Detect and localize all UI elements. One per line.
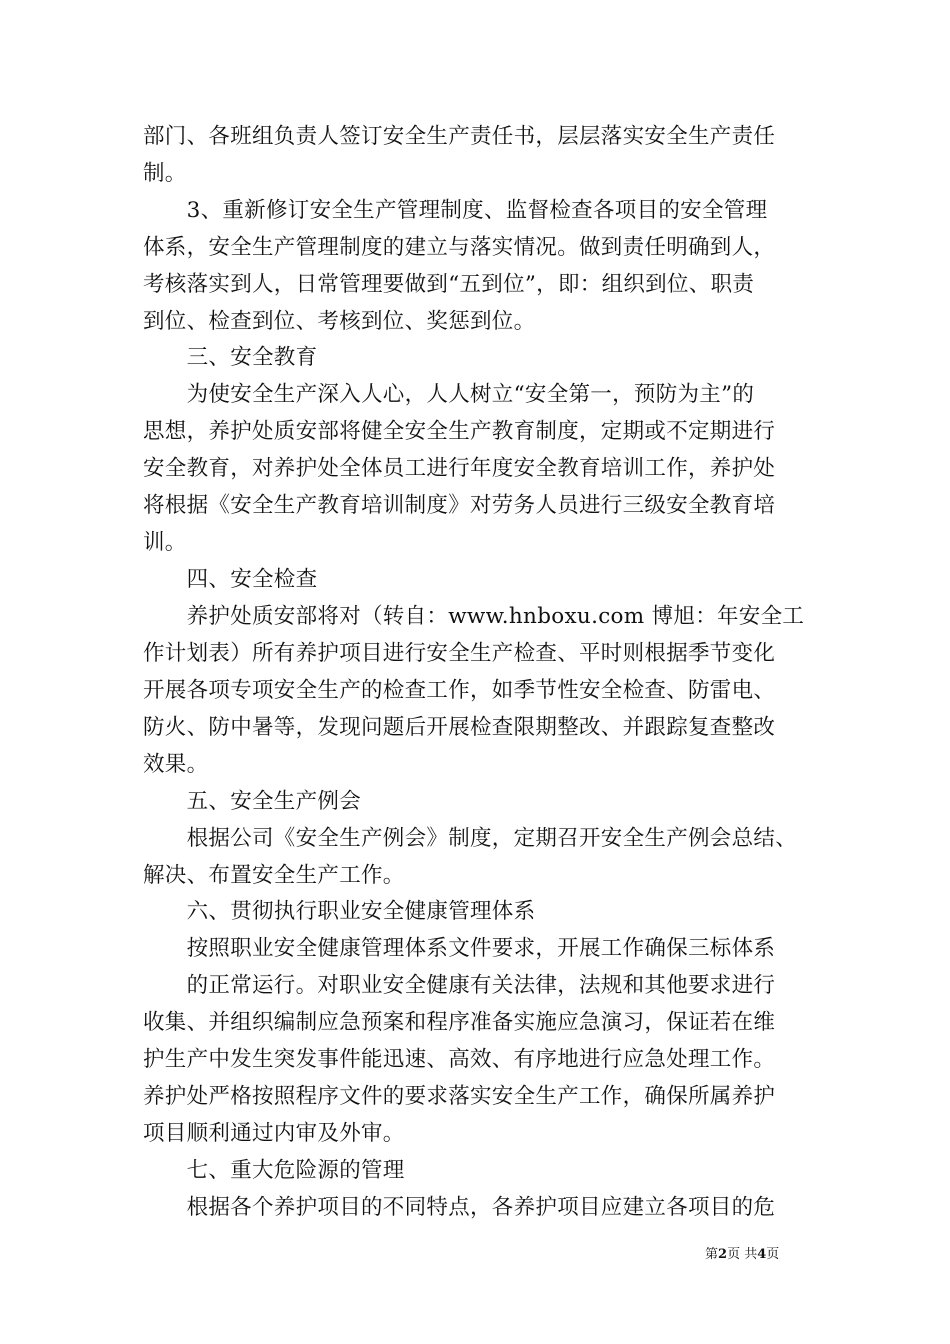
- text-line: 为使安全生产深入人心，人人树立“安全第一，预防为主”的: [143, 382, 755, 407]
- text-line: 项目顺利通过内审及外审。: [143, 1121, 405, 1146]
- section-heading: 六、贯彻执行职业安全健康管理体系: [143, 899, 536, 924]
- text-line: 到位、检查到位、考核到位、奖惩到位。: [143, 309, 536, 334]
- text-line: 思想，养护处质安部将健全安全生产教育制度，定期或不定期进行: [143, 419, 776, 444]
- text-line: 将根据《安全生产教育培训制度》对劳务人员进行三级安全教育培: [143, 493, 776, 518]
- footer-suffix: 页: [766, 1247, 780, 1262]
- section-heading: 三、安全教育: [143, 345, 318, 370]
- text-line: 护生产中发生突发事件能迅速、高效、有序地进行应急处理工作。: [143, 1047, 776, 1072]
- text-line: 防火、防中暑等，发现问题后开展检查限期整改、并跟踪复查整改: [143, 715, 776, 740]
- text-line: 按照职业安全健康管理体系文件要求，开展工作确保三标体系: [143, 936, 776, 961]
- section-heading: 四、安全检查: [143, 567, 318, 592]
- text-line: 收集、并组织编制应急预案和程序准备实施应急演习，保证若在维: [143, 1010, 776, 1035]
- footer-prefix: 第: [705, 1247, 719, 1262]
- text-line: 根据公司《安全生产例会》制度，定期召开安全生产例会总结、: [143, 826, 798, 851]
- text-line: 体系，安全生产管理制度的建立与落实情况。做到责任明确到人，: [143, 235, 776, 260]
- text-line: 的正常运行。对职业安全健康有关法律，法规和其他要求进行: [143, 973, 776, 998]
- section-heading: 五、安全生产例会: [143, 789, 362, 814]
- text-line: 解决、布置安全生产工作。: [143, 863, 405, 888]
- text-line: 训。: [143, 530, 187, 555]
- footer-middle: 页 共: [727, 1247, 758, 1262]
- page-footer: [705, 1247, 779, 1263]
- text-line: 3、重新修订安全生产管理制度、监督检查各项目的安全管理: [143, 198, 768, 223]
- text-line: 作计划表）所有养护项目进行安全生产检查、平时则根据季节变化: [143, 641, 776, 666]
- text-line: 养护处严格按照程序文件的要求落实安全生产工作，确保所属养护: [143, 1084, 776, 1109]
- text-line: 开展各项专项安全生产的检查工作，如季节性安全检查、防雷电、: [143, 678, 776, 703]
- text-line: 效果。: [143, 752, 209, 777]
- text-line: 养护处质安部将对（转自：www.hnboxu.com 博旭：年安全工: [143, 604, 805, 629]
- footer-page-number: 2: [718, 1247, 728, 1262]
- text-line: 安全教育，对养护处全体员工进行年度安全教育培训工作，养护处: [143, 456, 776, 481]
- text-line: 根据各个养护项目的不同特点，各养护项目应建立各项目的危: [143, 1195, 776, 1220]
- section-heading: 七、重大危险源的管理: [143, 1158, 405, 1183]
- text-line: 部门、各班组负责人签订安全生产责任书，层层落实安全生产责任: [143, 124, 776, 149]
- text-line: 制。: [143, 161, 187, 186]
- footer-total-pages: 4: [757, 1247, 767, 1262]
- text-line: 考核落实到人，日常管理要做到“五到位”，即：组织到位、职责: [143, 272, 755, 297]
